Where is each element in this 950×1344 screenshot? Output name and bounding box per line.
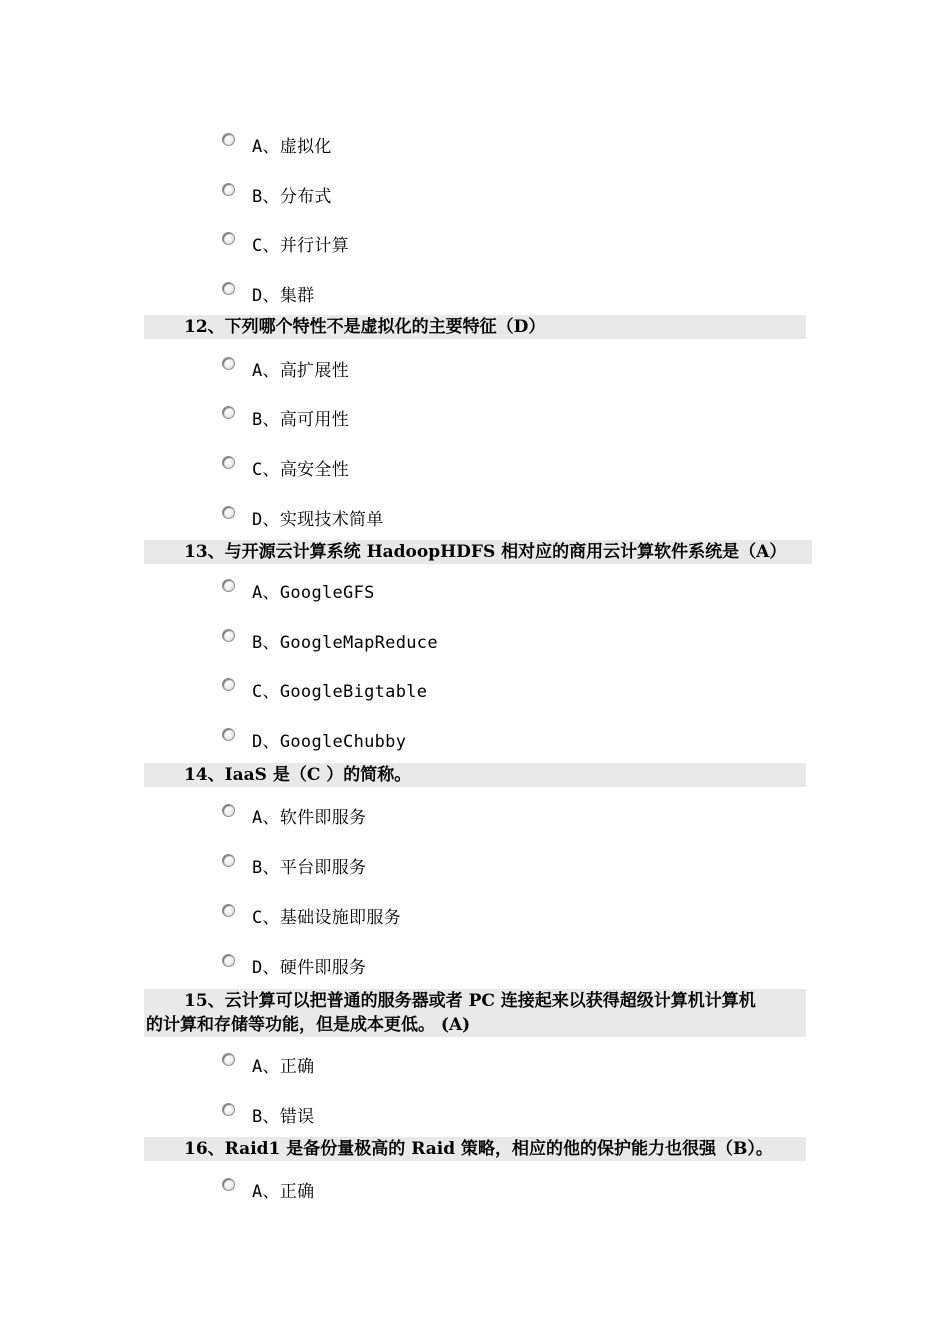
option-q12-c[interactable] [222,455,349,481]
question-16 [144,1137,806,1161]
option-label: B、错误 [252,1107,315,1127]
option-label: B、分布式 [252,187,332,207]
question-text: 13、与开源云计算系统 HadoopHDFS 相对应的商用云计算软件系统是（A） [184,542,787,562]
option-label: B、高可用性 [252,410,350,430]
radio-button-icon[interactable] [222,728,235,741]
option-label: A、虚拟化 [252,137,332,157]
option-q16-a[interactable] [222,1177,314,1203]
radio-button-icon[interactable] [222,232,235,245]
option-q12-d[interactable] [222,505,384,531]
option-label: B、GoogleMapReduce [252,633,438,653]
question-text-line-2: 的计算和存储等功能，但是成本更低。 (A) [146,1015,471,1035]
option-label: D、集群 [252,286,315,306]
option-q11-b[interactable] [222,182,332,208]
radio-button-icon[interactable] [222,804,235,817]
option-q15-a[interactable] [222,1052,314,1078]
radio-button-icon[interactable] [222,456,235,469]
option-q15-b[interactable] [222,1102,314,1128]
option-q13-a[interactable] [222,578,375,604]
option-label: C、并行计算 [252,236,350,256]
option-q14-c[interactable] [222,903,401,929]
option-label: D、实现技术简单 [252,510,384,530]
radio-button-icon[interactable] [222,854,235,867]
radio-button-icon[interactable] [222,406,235,419]
option-label: A、GoogleGFS [252,583,375,603]
question-text: 14、IaaS 是（C ）的简称。 [184,765,412,785]
option-label: A、正确 [252,1057,315,1077]
option-q13-c[interactable] [222,677,427,703]
option-q12-b[interactable] [222,405,349,431]
option-q11-a[interactable] [222,132,332,158]
radio-button-icon[interactable] [222,629,235,642]
question-12 [144,315,806,339]
question-14 [144,763,806,787]
radio-button-icon[interactable] [222,133,235,146]
option-label: C、GoogleBigtable [252,682,428,702]
radio-button-icon[interactable] [222,1103,235,1116]
question-15 [144,989,806,1037]
option-q14-a[interactable] [222,803,366,829]
option-label: A、高扩展性 [252,361,350,381]
option-q11-d[interactable] [222,281,314,307]
radio-button-icon[interactable] [222,954,235,967]
radio-button-icon[interactable] [222,1053,235,1066]
option-label: C、高安全性 [252,460,350,480]
radio-button-icon[interactable] [222,579,235,592]
option-label: B、平台即服务 [252,858,367,878]
radio-button-icon[interactable] [222,1178,235,1191]
option-q11-c[interactable] [222,231,349,257]
radio-button-icon[interactable] [222,904,235,917]
radio-button-icon[interactable] [222,506,235,519]
option-q13-d[interactable] [222,727,406,753]
radio-button-icon[interactable] [222,678,235,691]
option-label: D、硬件即服务 [252,958,367,978]
option-q14-d[interactable] [222,953,366,979]
question-text: 16、Raid1 是备份量极高的 Raid 策略，相应的他的保护能力也很强（B）。 [184,1139,773,1159]
option-q12-a[interactable] [222,356,349,382]
question-text: 12、下列哪个特性不是虚拟化的主要特征（D） [184,317,546,337]
option-label: D、GoogleChubby [252,732,407,752]
radio-button-icon[interactable] [222,282,235,295]
option-label: C、基础设施即服务 [252,908,401,928]
radio-button-icon[interactable] [222,357,235,370]
option-q13-b[interactable] [222,628,438,654]
question-13 [144,540,812,564]
option-q14-b[interactable] [222,853,366,879]
option-label: A、正确 [252,1182,315,1202]
option-label: A、软件即服务 [252,808,367,828]
question-text-line-1: 15、云计算可以把普通的服务器或者 PC 连接起来以获得超级计算机计算机 [184,991,756,1011]
radio-button-icon[interactable] [222,183,235,196]
